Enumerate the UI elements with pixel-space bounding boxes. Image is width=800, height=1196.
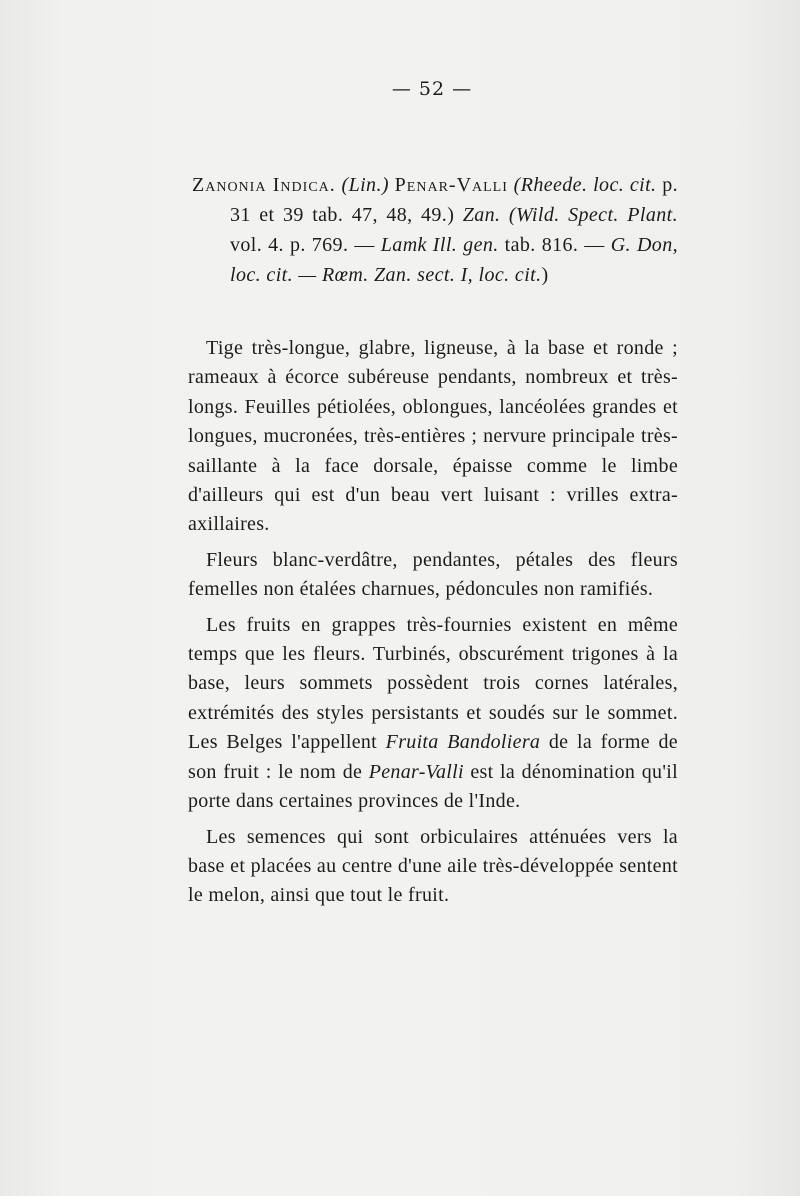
paragraph-fruits xyxy=(188,611,678,817)
reference-willdenow: Zan. (Wild. Spect. Plant. xyxy=(462,204,678,226)
reference-close: ) xyxy=(541,264,549,286)
heading-spacer xyxy=(188,290,678,334)
reference-pages: p. 31 et 39 tab. 47, 48, 49.) xyxy=(230,174,679,226)
reference-don-roemer: G. Don, loc. cit. — Rœm. Zan. sect. I, loc. cit. xyxy=(230,234,679,286)
fruits-text-a: Les fruits en grappes très-fournies existent en même temps que les fleurs. Turbinés, obscurément trigones à la base, leurs sommets possèdent trois cornes latérales, extrémités des styles persistants et soudés sur le sommet. Les Belges l'appellent xyxy=(188,613,678,754)
fruits-italic-name: Fruita Bandoliera xyxy=(385,731,541,754)
vernacular-name: Penar-Valli xyxy=(394,174,508,196)
paragraph-stem-leaves: Tige très-longue, glabre, ligneuse, à la base et ronde ; rameaux à écorce subéreuse pendants, nombreux et très-longs. Feuilles pétiolées, oblongues, lancéolées grandes et longues, mucronées, très-entières ; nervure principale très-saillante à la face dorsale, épaisse comme le limbe d'ailleurs qui est d'un beau vert luisant : vrilles extra-axillaires. xyxy=(188,337,678,536)
fruits-text-c: est la dénomination qu'il porte dans certaines provinces de l'Inde. xyxy=(188,760,678,813)
paragraph-flowers: Fleurs blanc-verdâtre, pendantes, pétales des fleurs femelles non étalées charnues, pédoncules non ramifiés. xyxy=(188,548,678,601)
species-heading xyxy=(188,170,678,290)
species-name: Zanonia Indica. xyxy=(192,174,336,196)
page-number: — 52 — xyxy=(391,78,473,100)
paragraph-seeds: Les semences qui sont orbiculaires atténuées vers la base et placées au centre d'une aile très-développée sentent le melon, ainsi que tout le fruit. xyxy=(188,825,678,907)
reference-rheede: (Rheede. loc. cit. xyxy=(513,174,657,196)
reference-lamarck: Lamk Ill. gen. xyxy=(380,234,499,256)
species-authority: (Lin.) xyxy=(341,174,389,196)
reference-volume: vol. 4. p. 769. — xyxy=(230,234,375,256)
fruits-text-b: de la forme de son fruit : le nom de xyxy=(188,731,678,783)
reference-tab: tab. 816. — xyxy=(504,234,605,256)
page-body xyxy=(188,170,678,917)
fruits-italic-vernacular: Penar-Valli xyxy=(368,760,464,783)
